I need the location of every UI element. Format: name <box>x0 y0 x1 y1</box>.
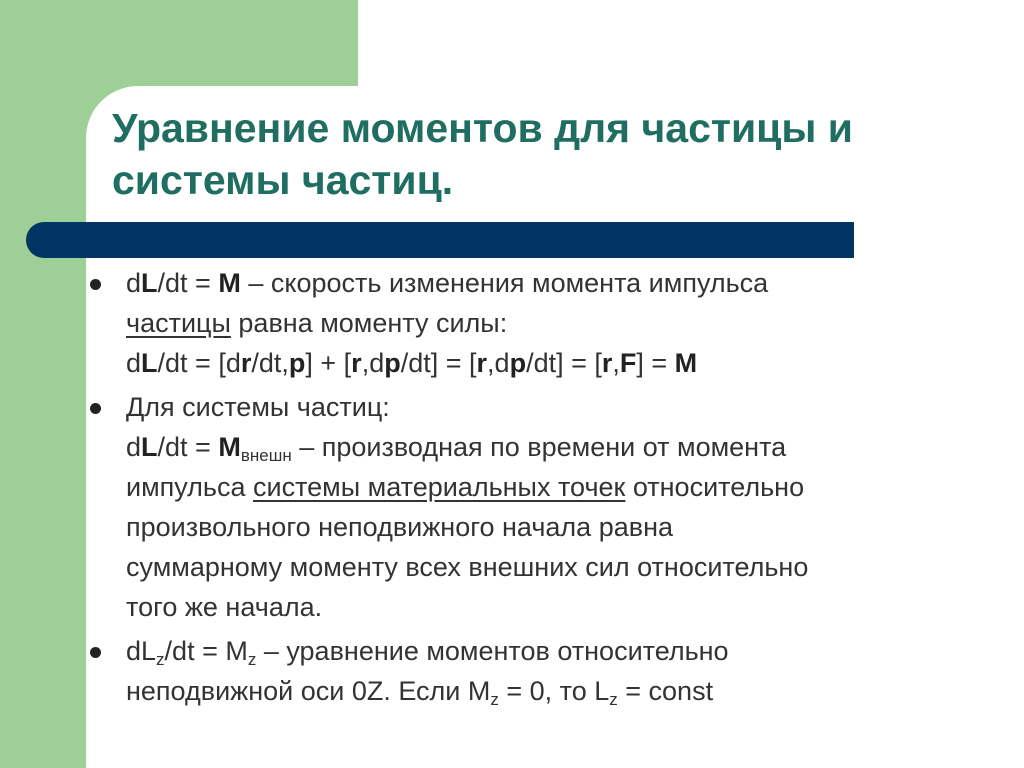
eq-fragment: ] + [ <box>305 348 352 378</box>
bullet-2-line-1: Для системы частиц: <box>126 392 390 422</box>
text-fragment: импульса <box>126 472 254 502</box>
underlined-term: системы материальных точек <box>253 472 626 502</box>
eq-fragment: ] = <box>636 348 675 378</box>
slide-body <box>90 263 1010 715</box>
bullet-item-particle <box>90 263 1010 383</box>
bullet-2-line-6: того же начала. <box>126 592 323 622</box>
text-fragment: относительно <box>625 472 805 502</box>
text-fragment: – скорость изменения момента импульса <box>240 268 769 298</box>
text-fragment: /dt = <box>157 268 219 298</box>
subscript-external: внешн <box>240 446 292 465</box>
bullet-2-line-3 <box>126 467 1010 507</box>
bullet-dot-icon <box>90 647 101 658</box>
vector-p: p <box>384 348 401 378</box>
text-fragment: /dt = <box>157 432 219 462</box>
text-fragment: – производная по времени от момента <box>291 432 787 462</box>
text-fragment: dL <box>126 636 157 666</box>
eq-fragment: d <box>126 348 142 378</box>
vector-M: M <box>218 268 241 298</box>
underlined-term: частицы <box>126 308 231 338</box>
text-fragment: = const <box>617 676 714 706</box>
text-fragment: d <box>126 268 142 298</box>
text-fragment: равна моменту силы: <box>230 308 508 338</box>
text-fragment: = 0, то L <box>498 676 610 706</box>
vector-r: r <box>240 348 252 378</box>
vector-p: p <box>509 348 527 378</box>
bullet-dot-icon <box>90 279 101 290</box>
text-fragment: неподвижной оси 0Z. Если M <box>126 676 491 706</box>
eq-fragment: ,d <box>361 348 385 378</box>
text-fragment: /dt = M <box>164 636 248 666</box>
bullet-1-line-1 <box>126 263 1010 303</box>
subscript-z: z <box>247 650 257 669</box>
vector-p: p <box>288 348 306 378</box>
text-fragment: d <box>126 432 142 462</box>
bullet-item-axis <box>90 631 1010 711</box>
bullet-3-line-2 <box>126 671 1010 711</box>
bullet-2-line-4: произвольного неподвижного начала равна <box>126 512 674 542</box>
subscript-z: z <box>609 690 618 709</box>
bullet-dot-icon <box>90 403 101 414</box>
slide-title <box>112 102 992 206</box>
vector-r: r <box>476 348 488 378</box>
vector-F: F <box>619 348 637 378</box>
eq-fragment: /dt] = [ <box>526 348 602 378</box>
subscript-z: z <box>156 650 165 669</box>
bullet-item-system <box>90 387 1010 627</box>
eq-fragment: /dt, <box>251 348 289 378</box>
eq-fragment: ,d <box>487 348 510 378</box>
eq-fragment: /dt = [d <box>157 348 241 378</box>
vector-r: r <box>351 348 362 378</box>
bullet-2-line-2 <box>126 427 1010 467</box>
title-line-1: Уравнение моментов для частицы и <box>112 105 853 151</box>
bullet-3-line-1 <box>126 631 1010 671</box>
vector-M: M <box>674 348 698 378</box>
eq-fragment: /dt] = [ <box>400 348 477 378</box>
bullet-1-line-2 <box>126 303 1010 343</box>
vector-L: L <box>141 348 158 378</box>
bullet-2-line-5: суммарному моменту всех внешних сил относительно <box>126 552 809 582</box>
subscript-z: z <box>490 690 499 709</box>
title-line-2: системы частиц. <box>112 157 454 203</box>
vector-L: L <box>141 432 158 462</box>
text-fragment: – уравнение моментов относительно <box>256 636 729 666</box>
eq-fragment: , <box>612 348 620 378</box>
vector-L: L <box>141 268 158 298</box>
title-divider-bar <box>26 222 854 258</box>
bullet-1-equation <box>126 343 1010 383</box>
vector-r: r <box>601 348 613 378</box>
vector-M: M <box>218 432 241 462</box>
